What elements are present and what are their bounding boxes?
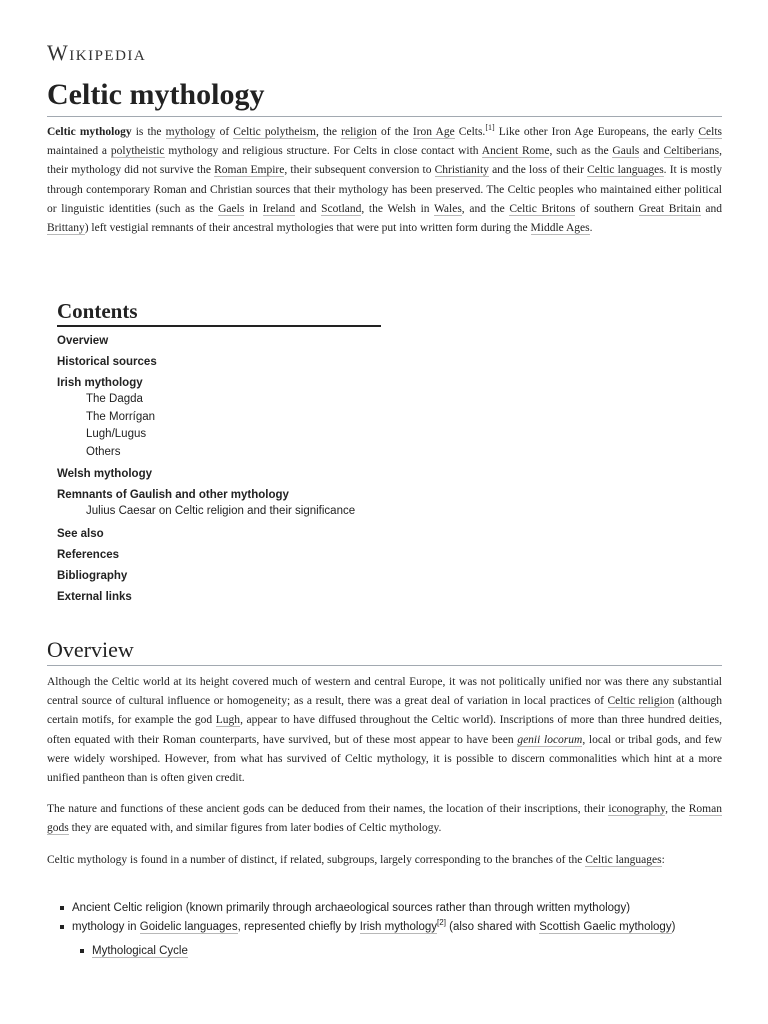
link-iconography[interactable]: iconography <box>608 803 666 815</box>
link-gaels[interactable]: Gaels <box>218 202 245 215</box>
citation-2[interactable]: [2] <box>437 918 446 928</box>
toc-subitem-the-morrigan[interactable]: The Morrígan <box>86 410 156 423</box>
toc-item-label[interactable]: Irish mythology <box>57 377 143 389</box>
link-middle-ages[interactable]: Middle Ages <box>530 222 590 235</box>
toc-item-irish-mythology[interactable] <box>57 375 381 461</box>
nested-list <box>80 943 720 959</box>
toc-item-remnants-gaulish[interactable] <box>57 487 381 521</box>
link-roman-empire[interactable]: Roman Empire <box>214 164 285 177</box>
link-christianity[interactable]: Christianity <box>434 164 489 177</box>
list-item: mythology in Goidelic languages, represented chiefly by Irish mythology[2] (also shared with Scottish Gaelic mythology) Mythological Cycle <box>60 919 720 959</box>
toc-list <box>57 333 381 605</box>
link-wales[interactable]: Wales <box>433 202 462 215</box>
link-polytheistic[interactable]: polytheistic <box>110 145 165 158</box>
link-celtic-religion[interactable]: Celtic religion <box>607 695 675 708</box>
table-of-contents <box>57 298 381 610</box>
toc-subitem-others[interactable]: Others <box>86 445 121 458</box>
link-ancient-rome[interactable]: Ancient Rome <box>481 145 550 158</box>
link-scotland[interactable]: Scotland <box>321 202 362 215</box>
toc-subitem-the-dagda[interactable]: The Dagda <box>86 393 143 405</box>
overview-paragraph-2: The nature and functions of these ancient gods can be deduced from their names, the location of their inscriptions, their iconography, the Roman gods they are equated with, and similar figures from later bodies of Celtic mythology. <box>47 803 722 835</box>
link-irish-mythology[interactable]: Irish mythology <box>359 921 438 933</box>
toc-item-historical-sources[interactable]: Historical sources <box>57 356 157 368</box>
lead-term: Celtic mythology <box>47 126 132 138</box>
toc-sublist <box>57 503 381 521</box>
list-item: Ancient Celtic religion (known primarily through archaeological sources rather than through written mythology) <box>60 900 720 916</box>
link-iron-age[interactable]: Iron Age <box>412 126 455 138</box>
toc-item-overview[interactable]: Overview <box>57 335 109 347</box>
link-celtic-britons[interactable]: Celtic Britons <box>509 202 576 215</box>
link-lugh[interactable]: Lugh <box>215 714 241 727</box>
toc-item-bibliography[interactable]: Bibliography <box>57 569 128 582</box>
link-celts[interactable]: Celts <box>698 126 722 138</box>
section-heading-overview: Overview <box>47 636 722 666</box>
link-mythology[interactable]: mythology <box>165 126 216 138</box>
link-mythological-cycle[interactable]: Mythological Cycle <box>92 945 188 957</box>
link-brittany[interactable]: Brittany <box>47 222 85 235</box>
toc-item-references[interactable]: References <box>57 548 120 561</box>
toc-item-see-also[interactable]: See also <box>57 527 104 540</box>
link-celtic-polytheism[interactable]: Celtic polytheism <box>233 126 316 138</box>
page-title: Celtic mythology <box>47 76 722 117</box>
toc-sublist <box>57 391 381 461</box>
link-genii-locorum[interactable]: genii locorum <box>517 733 583 746</box>
link-ireland[interactable]: Ireland <box>262 202 296 215</box>
link-celtic-languages-2[interactable]: Celtic languages <box>585 854 662 866</box>
toc-title: Contents <box>57 298 381 327</box>
citation-1[interactable]: [1] <box>485 123 495 133</box>
toc-item-label[interactable]: Remnants of Gaulish and other mythology <box>57 489 289 501</box>
toc-subitem-julius-caesar[interactable]: Julius Caesar on Celtic religion and their significance <box>86 505 356 517</box>
overview-paragraph-3: Celtic mythology is found in a number of distinct, if related, subgroups, largely corresponding to the branches of the Celtic languages: <box>47 854 665 866</box>
link-great-britain[interactable]: Great Britain <box>638 202 701 215</box>
link-goidelic-languages[interactable]: Goidelic languages <box>139 921 238 933</box>
link-celtiberians[interactable]: Celtiberians <box>663 145 720 158</box>
link-gauls[interactable]: Gauls <box>612 145 640 158</box>
subgroup-list <box>60 900 720 962</box>
link-religion[interactable]: religion <box>341 126 377 138</box>
wikipedia-wordmark[interactable]: Wikipedia <box>47 40 147 65</box>
toc-item-external-links[interactable]: External links <box>57 590 132 603</box>
overview-paragraph-1: Although the Celtic world at its height covered much of western and central Europe, it was not politically unified nor was there any substantial central source of cultural influence or homogeneity; as a result, there was a great deal of variation in local practices of Celtic religion (although certain motifs, for example the god Lugh, appear to have diffused throughout the Celtic world). Inscriptions of more than three hundred deities, often equated with their Roman counterparts, have survived, but of these most appear to have been genii locorum, local or tribal gods, and few were widely worshiped. However, from what has survived of Celtic mythology, it is possible to discern commonalities which hint at a more unified pantheon than is often given credit. <box>47 676 722 785</box>
toc-subitem-lugh-lugus[interactable]: Lugh/Lugus <box>86 428 147 440</box>
list-item <box>80 943 720 959</box>
link-celtic-languages[interactable]: Celtic languages <box>587 164 664 177</box>
link-scottish-gaelic-mythology[interactable]: Scottish Gaelic mythology <box>539 921 672 933</box>
intro-paragraph: Celtic mythology is the mythology of Celtic polytheism, the religion of the Iron Age Celts.[1] Like other Iron Age Europeans, the early Celts maintained a polytheistic mythology and religious structure. For Celts in close contact with Ancient Rome, such as the Gauls and Celtiberians, their mythology did not survive the Roman Empire, their subsequent conversion to Christianity and the loss of their Celtic languages. It is mostly through contemporary Roman and Christian sources that their mythology has been preserved. The Celtic peoples who maintained either political or linguistic identities (such as the Gaels in Ireland and Scotland, the Welsh in Wales, and the Celtic Britons of southern Great Britain and Brittany) left vestigial remnants of their ancestral mythologies that were put into written form during the Middle Ages. <box>47 123 723 235</box>
link-roman-gods[interactable]: Roman gods <box>47 803 722 835</box>
toc-item-welsh-mythology[interactable]: Welsh mythology <box>57 468 152 480</box>
